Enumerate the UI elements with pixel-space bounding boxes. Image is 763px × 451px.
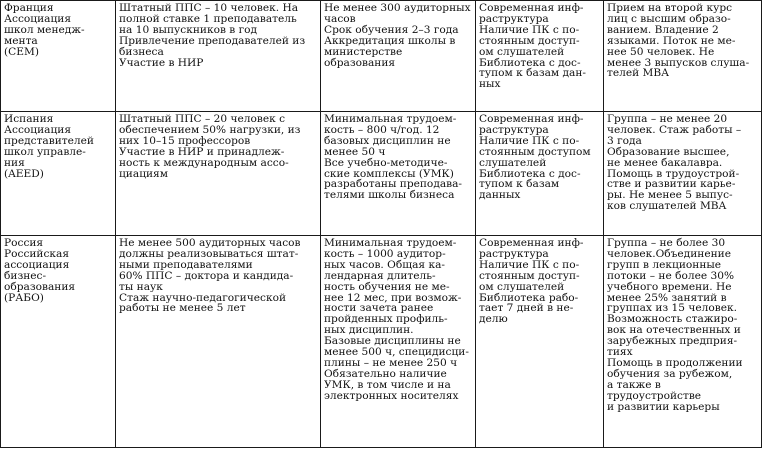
cell-text-line: 3 года [607, 134, 642, 147]
program-cell [321, 236, 476, 448]
cell-text-line: Испания [4, 113, 54, 125]
cell-text-line: Российская [4, 247, 70, 260]
cell-text-line: Россия [4, 237, 44, 249]
cell-text-line: ом слушателей [479, 280, 565, 293]
cell-text-line: на 10 выпускников в год [119, 23, 258, 36]
cell-text-line: Базовые дисциплины не [324, 335, 461, 348]
cell-text-line: школ менедж- [4, 23, 85, 36]
cell-text-line: Все учебно-методиче- [324, 156, 448, 169]
infrastructure-cell [476, 112, 604, 236]
cell-text-line: Возможность стажиро- [607, 313, 738, 326]
cell-text-line: бизнес- [4, 269, 47, 282]
cell-text-line: Библиотека рабо- [479, 291, 579, 304]
cell-text-line: Библиотека с дос- [479, 167, 581, 180]
cell-text-line: ры. Не менее 5 выпус- [607, 189, 733, 202]
cell-text-line: ных дисциплин. [324, 324, 414, 337]
cell-text-line: разработаны преподава- [324, 178, 463, 191]
cell-text-line: Минимальная трудоем- [324, 237, 457, 249]
cell-text-line: Группа – не менее 20 [607, 113, 728, 125]
cell-text-line: потоки – не более 30% [607, 269, 735, 282]
infrastructure-cell [476, 1, 604, 112]
cell-text-line: зарубежных предприя- [607, 335, 738, 348]
cell-text-line: раструктура [479, 12, 549, 25]
cell-text-line: Не менее 500 аудиторных часов [119, 237, 301, 249]
cell-text-line: них 10–15 профессоров [119, 134, 251, 147]
cell-text-line: ты наук [119, 280, 163, 293]
country-cell [1, 112, 116, 236]
cell-text-line: учебного времени. Не [607, 280, 732, 293]
cell-text-line: Библиотека с дос- [479, 56, 581, 69]
cell-text-line: телей MBA [607, 67, 669, 80]
table-row [1, 236, 762, 448]
cell-text-line: менее 50 ч [324, 145, 386, 158]
admission-cell [604, 112, 762, 236]
cell-text-line: пройденных профиль- [324, 313, 448, 326]
cell-text-line: нее 50 человек. Не [607, 45, 715, 58]
cell-text-line: языками. Поток не ме- [607, 34, 736, 47]
cell-text-line: Франция [4, 2, 54, 14]
cell-text-line: раструктура [479, 123, 549, 136]
cell-text-line: Наличие ПК с по- [479, 258, 580, 271]
teachers-cell [116, 112, 321, 236]
cell-text-line: обучения за рубежом, [607, 367, 733, 380]
cell-text-line: ности зачета ранее [324, 302, 434, 315]
cell-text-line: ния [4, 156, 25, 169]
cell-text-line: тупом к базам дан- [479, 67, 587, 80]
cell-text-line: школ управле- [4, 145, 86, 158]
cell-text-line: человек. Стаж работы – [607, 123, 742, 136]
cell-text-line: Стаж научно-педагогической [119, 291, 287, 304]
cell-text-line: Наличие ПК с по- [479, 134, 580, 147]
cell-text-line: Штатный ППС – 20 человек с [119, 113, 286, 125]
table-row [1, 1, 762, 112]
cell-text-line: Помощь в продолжении [607, 356, 743, 369]
cell-text-line: ские комплексы (УМК) [324, 167, 454, 180]
cell-text-line: Прием на второй курс [607, 2, 733, 14]
teachers-cell [116, 236, 321, 448]
cell-text-line: вок на отечественных и [607, 324, 741, 337]
cell-text-line: стоянным доступ- [479, 34, 580, 47]
cell-text-line: Ассоциация [4, 12, 72, 25]
table-body [1, 1, 762, 448]
cell-text-line: раструктура [479, 247, 549, 260]
cell-text-line: менее 500 ч, специдисци- [324, 346, 469, 359]
cell-text-line: делю [479, 313, 508, 326]
admission-cell [604, 236, 762, 448]
cell-text-line: Группа – не более 30 [607, 237, 726, 249]
cell-text-line: плины – не менее 250 ч [324, 356, 458, 369]
cell-text-line: электронных носителях [324, 389, 459, 402]
cell-text-line: Современная инф- [479, 237, 584, 249]
cell-text-line: групп в лекционные [607, 258, 722, 271]
cell-text-line: лиц с высшим образо- [607, 12, 731, 25]
cell-text-line: менее 25% занятий в [607, 291, 727, 304]
cell-text-line: Современная инф- [479, 2, 584, 14]
cell-text-line: тиях [607, 346, 633, 359]
country-cell [1, 236, 116, 448]
cell-text-line: работы не менее 5 лет [119, 302, 246, 315]
cell-text-line: Штатный ППС – 10 человек. На [119, 2, 299, 14]
cell-text-line: группах из 15 человек. [607, 302, 738, 315]
cell-text-line: Помощь в трудоустрой- [607, 167, 740, 180]
cell-text-line: слушателей [479, 156, 547, 169]
cell-text-line: министерстве образования [324, 45, 403, 69]
cell-text-line: ом слушателей [479, 45, 565, 58]
cell-text-line: Наличие ПК с по- [479, 23, 580, 36]
cell-text-line: нее 12 мес, при возмож- [324, 291, 462, 304]
cell-text-line: циациям [119, 167, 168, 180]
cell-text-line: Участие в НИР [119, 56, 204, 69]
admission-cell [604, 1, 762, 112]
cell-text-line: Современная инф- [479, 113, 584, 125]
cell-text-line: кость – 800 ч/год. 12 [324, 123, 440, 136]
cell-text-line: стве и развитии карье- [607, 178, 736, 191]
cell-text-line: менее 3 выпусков слуша- [607, 56, 750, 69]
cell-text-line: ков слушателей MBA [607, 200, 727, 213]
cell-text-line: ванием. Владение 2 [607, 23, 719, 36]
cell-text-line: ными преподавателями [119, 258, 253, 271]
cell-text-line: ассоциация [4, 258, 70, 271]
cell-text-line: (AEED) [4, 167, 44, 180]
cell-text-line: тает 7 дней в не- [479, 302, 574, 315]
cell-text-line: лендарная длитель- [324, 269, 436, 282]
cell-text-line: Обязательно наличие [324, 367, 447, 380]
cell-text-line: Ассоциация [4, 123, 72, 136]
cell-text-line: Не менее 300 аудиторных часов [324, 2, 471, 25]
cell-text-line: человек.Объединение [607, 247, 731, 260]
cell-text-line: стоянным доступ- [479, 269, 580, 282]
cell-text-line: телями школы бизнеса [324, 189, 455, 202]
infrastructure-cell [476, 236, 604, 448]
cell-text-line: УМК, в том числе и на [324, 378, 451, 391]
cell-text-line: Привлечение преподавателей из [119, 34, 306, 47]
cell-text-line: и развитии карьеры [607, 400, 720, 413]
cell-text-line: полной ставке 1 преподаватель [119, 12, 297, 25]
cell-text-line: ность обучения не ме- [324, 280, 450, 293]
cell-text-line: образования [4, 280, 76, 293]
cell-text-line: базовых дисциплин не [324, 134, 451, 147]
program-cell [321, 1, 476, 112]
cell-text-line: данных [479, 189, 521, 202]
cell-text-line: ных часов. Общая ка- [324, 258, 445, 271]
cell-text-line: стоянным доступом [479, 145, 591, 158]
cell-text-line: ность к международным ассо- [119, 156, 289, 169]
country-cell [1, 1, 116, 112]
cell-text-line: 60% ППС – доктора и кандида- [119, 269, 294, 282]
cell-text-line: ных [479, 78, 501, 91]
cell-text-line: а также в трудоустройстве [607, 378, 702, 402]
cell-text-line: обеспечением 50% нагрузки, из [119, 123, 301, 136]
cell-text-line: Срок обучения 2–3 года [324, 23, 459, 36]
cell-text-line: тупом к базам [479, 178, 560, 191]
program-cell [321, 112, 476, 236]
cell-text-line: мента [4, 34, 38, 47]
cell-text-line: кость – 1000 аудитор- [324, 247, 446, 260]
cell-text-line: Участие в НИР и принадлеж- [119, 145, 285, 158]
cell-text-line: Аккредитация школы в [324, 34, 456, 47]
cell-text-line: не менее бакалавра. [607, 156, 723, 169]
cell-text-line: представителей [4, 134, 94, 147]
cell-text-line: должны реализовываться штат- [119, 247, 299, 260]
cell-text-line: бизнеса [119, 45, 164, 58]
cell-text-line: (РАБО) [4, 291, 44, 304]
table-row [1, 112, 762, 236]
cell-text-line: Образование высшее, [607, 145, 730, 158]
teachers-cell [116, 1, 321, 112]
cell-text-line: Минимальная трудоем- [324, 113, 457, 125]
cell-text-line: (CEM) [4, 45, 39, 58]
